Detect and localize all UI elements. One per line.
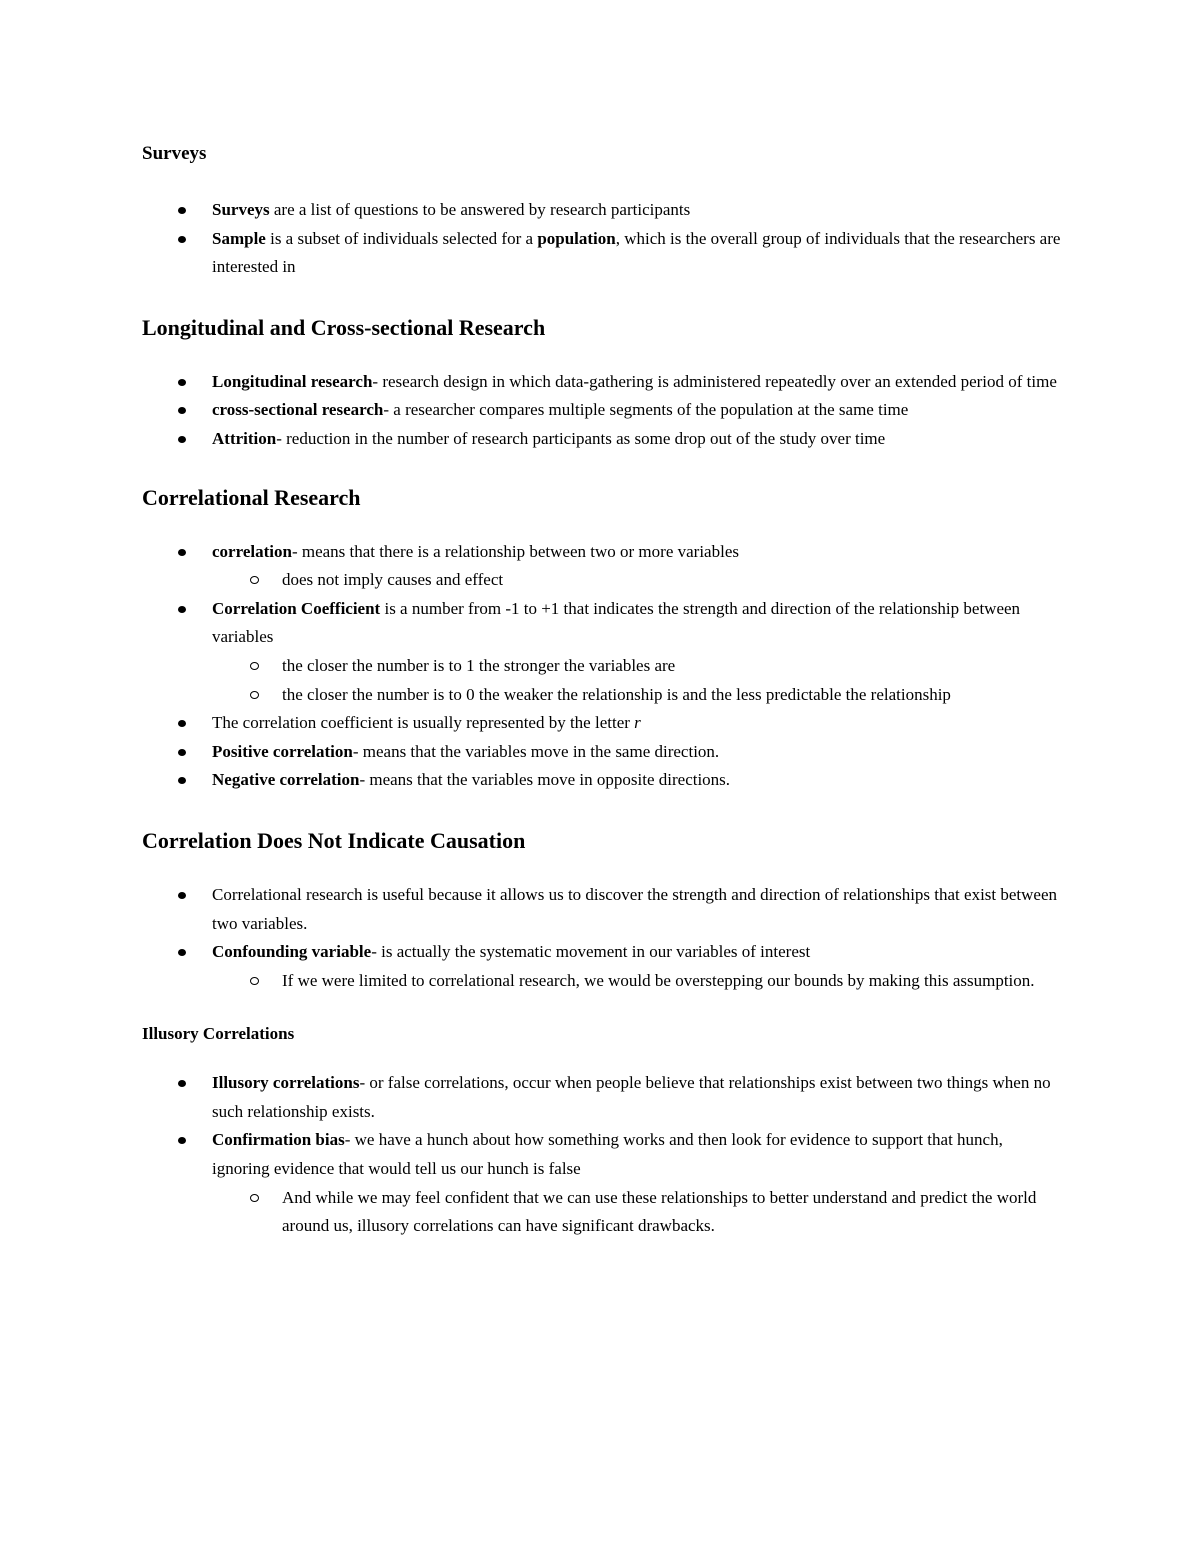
list-item (142, 368, 1062, 397)
sub-list (212, 1184, 1062, 1241)
heading-causation: Correlation Does Not Indicate Causation (142, 827, 526, 853)
definition: - we have a hunch about how something works and then look for evidence to support that hunch, ignoring evidence that would tell us our hunch is false (212, 1130, 1003, 1179)
sub-text: And while we may feel confident that we can use these relationships to better understand and predict the world around us, illusory correlations can have significant drawbacks. (282, 1187, 1037, 1236)
illusory-list (142, 1069, 1062, 1241)
list-item (142, 538, 1062, 595)
list-item (142, 709, 1062, 738)
circle-bullet-icon (250, 576, 259, 584)
term: Sample (212, 228, 266, 248)
sub-text: If we were limited to correlational research, we would be overstepping our bounds by making this assumption. (282, 970, 1035, 990)
bullet-icon (178, 777, 186, 784)
bullet-icon (178, 606, 186, 613)
surveys-list (142, 196, 1062, 282)
list-item (142, 396, 1062, 425)
definition: - or false correlations, occur when people believe that relationships exist between two things when no such relationship exists. (212, 1073, 1051, 1121)
bullet-icon (178, 892, 186, 899)
term: Confounding variable (212, 942, 372, 962)
sub-text: does not imply causes and effect (282, 570, 504, 590)
term: Illusory correlations (212, 1073, 360, 1093)
term: population (537, 228, 616, 248)
bullet-icon (178, 1080, 186, 1087)
sub-list-item (212, 566, 1062, 595)
circle-bullet-icon (250, 691, 259, 699)
term: Negative correlation (212, 770, 360, 790)
list-item (142, 1126, 1062, 1240)
term: cross-sectional research (212, 400, 384, 420)
heading-illusory: Illusory Correlations (142, 1024, 295, 1044)
definition: - reduction in the number of research participants as some drop out of the study over time (276, 428, 886, 448)
definition: The correlation coefficient is usually represented by the letter (212, 713, 635, 733)
heading-correlational: Correlational Research (142, 484, 361, 510)
list-item (142, 938, 1062, 995)
heading-longitudinal: Longitudinal and Cross-sectional Research (142, 314, 546, 340)
definition: - research design in which data-gathering is administered repeatedly over an extended period of time (372, 371, 1057, 391)
list-item (142, 225, 1062, 282)
bullet-icon (178, 379, 186, 386)
bullet-icon (178, 436, 186, 443)
definition: - a researcher compares multiple segments of the population at the same time (383, 400, 909, 420)
sub-list (212, 652, 1062, 709)
bullet-icon (178, 236, 186, 243)
bullet-icon (178, 549, 186, 556)
italic-letter: r (634, 713, 641, 733)
sub-text: the closer the number is to 1 the stronger the variables are (282, 655, 676, 675)
sub-list-item (212, 1184, 1062, 1241)
causation-list (142, 881, 1062, 995)
list-item (142, 766, 1062, 795)
sub-list (212, 566, 1062, 595)
definition: Correlational research is useful because it allows us to discover the strength and direction of relationships that exist between two variables. (212, 884, 1058, 933)
list-item (142, 196, 1062, 225)
document-content (142, 140, 1062, 1241)
bullet-icon (178, 407, 186, 414)
sub-list-item (212, 967, 1062, 996)
circle-bullet-icon (250, 977, 259, 985)
bullet-icon (178, 207, 186, 214)
circle-bullet-icon (250, 662, 259, 670)
definition: - means that the variables move in the same direction. (352, 741, 720, 761)
bullet-icon (178, 749, 186, 756)
sub-list (212, 967, 1062, 996)
definition: is a subset of individuals selected for a (265, 228, 538, 248)
sub-text: the closer the number is to 0 the weaker the relationship is and the less predictable the relationship (282, 684, 951, 704)
definition: - means that there is a relationship between two or more variables (291, 541, 739, 561)
bullet-icon (178, 1137, 186, 1144)
term: Longitudinal research (212, 371, 373, 391)
term: Correlation Coefficient (212, 598, 381, 618)
list-item (142, 595, 1062, 709)
list-item (142, 1069, 1062, 1126)
bullet-icon (178, 949, 186, 956)
list-item (142, 881, 1062, 938)
definition: , which is the overall group of individuals that the researchers are interested in (212, 228, 1061, 277)
circle-bullet-icon (250, 1194, 259, 1202)
sub-list-item (212, 652, 1062, 681)
definition: - means that the variables move in opposite directions. (359, 770, 731, 790)
list-item (142, 738, 1062, 767)
bullet-icon (178, 720, 186, 727)
correlational-list (142, 538, 1062, 795)
definition: is a number from -1 to +1 that indicates the strength and direction of the relationship between variables (212, 598, 1021, 647)
term: Confirmation bias (212, 1130, 345, 1150)
heading-surveys: Surveys (142, 143, 207, 164)
definition: - is actually the systematic movement in our variables of interest (371, 942, 811, 962)
term: Surveys (212, 200, 270, 219)
sub-list-item (212, 681, 1062, 710)
term: Attrition (212, 428, 277, 448)
list-item (142, 425, 1062, 454)
definition: are a list of questions to be answered by research participants (269, 200, 691, 219)
term: correlation (212, 541, 292, 561)
longitudinal-list (142, 368, 1062, 454)
term: Positive correlation (212, 741, 353, 761)
